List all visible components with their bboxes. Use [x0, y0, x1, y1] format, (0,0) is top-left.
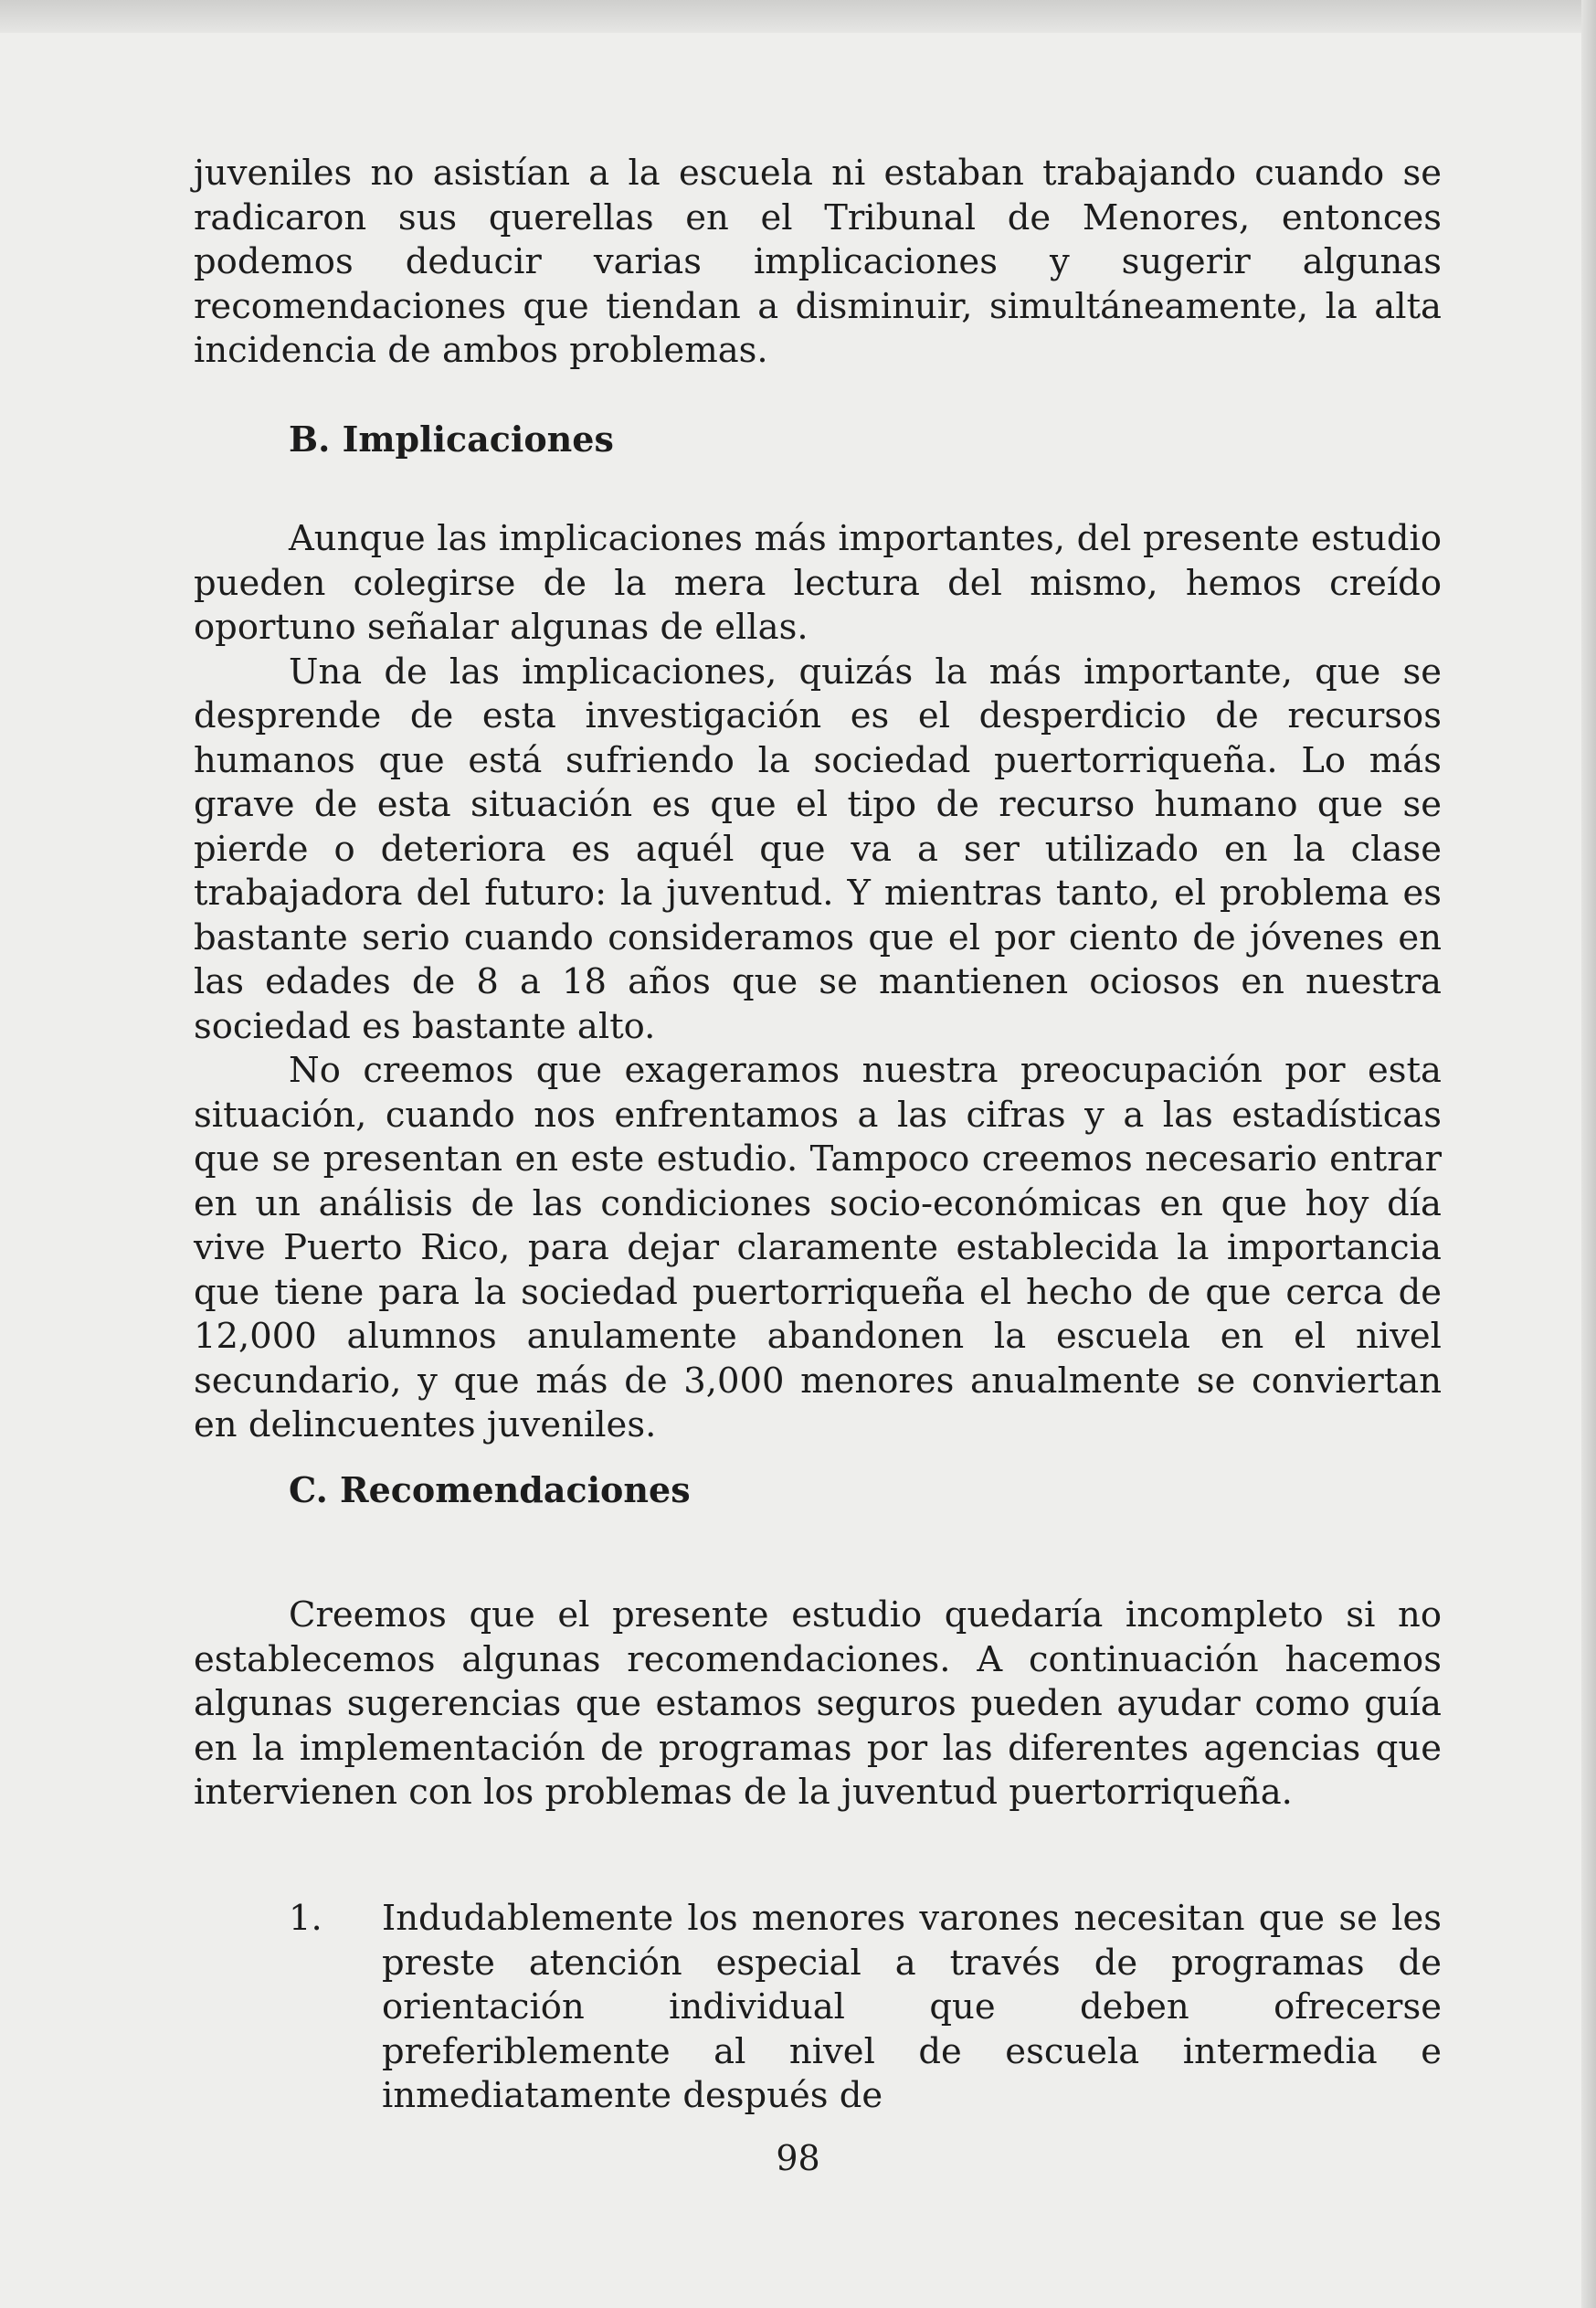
- scan-right-edge: [1581, 0, 1596, 2308]
- section-b-paragraph-2: Una de las implicaciones, quizás la más importante, que se desprende de esta investigación es el desperdicio de recursos humanos que está sufriendo la sociedad puertorriqueña. Lo más grave de esta situación es que el tipo de recurso humano que se pierde o deteriora es aquél que va a ser utilizado en la clase trabajadora del futuro: la juventud. Y mientras tanto, el problema es bastante serio cuando consideramos que el por ciento de jóvenes en las edades de 8 a 18 años que se mantienen ociosos en nuestra sociedad es bastante alto.: [194, 651, 1442, 1047]
- section-b-paragraph-3: No creemos que exageramos nuestra preocupación por esta situación, cuando nos enfrentamos a las cifras y a las estadísticas que se presentan en este estudio. Tampoco creemos necesario entrar en un análisis de las condiciones socio-económicas en que hoy día vive Puerto Rico, para dejar claramente establecida la importancia que tiene para la sociedad puertorriqueña el hecho de que cerca de 12,000 alumnos anulamente abandonen la escuela en el nivel secundario, y que más de 3,000 menores anualmente se conviertan en delincuentes juveniles.: [194, 1050, 1442, 1445]
- section-b-body: [194, 517, 1442, 1448]
- list-item-number: 1.: [289, 1898, 322, 1939]
- section-c-intro: [194, 1593, 1442, 1816]
- section-c-intro-text: Creemos que el presente estudio quedaría incompleto si no establecemos algunas recomendaciones. A continuación hacemos algunas sugerencias que estamos seguros pueden ayudar como guía en la implementación de programas por las diferentes agencias que intervienen con los problemas de la juventud puertorriqueña.: [194, 1594, 1442, 1813]
- opening-paragraph-text: juveniles no asistían a la escuela ni estaban trabajando cuando se radicaron sus querellas en el Tribunal de Menores, entonces podemos deducir varias implicaciones y sugerir algunas recomendaciones que tiendan a disminuir, simultáneamente, la alta incidencia de ambos problemas.: [194, 153, 1442, 371]
- list-item-text: Indudablemente los menores varones necesitan que se les preste atención especial a través de programas de orientación individual que deben ofrecerse preferiblemente al nivel de escuela intermedia e inmediatamente después de: [382, 1898, 1442, 2116]
- scan-top-edge: [0, 0, 1596, 33]
- section-b-heading: B. Implicaciones: [289, 418, 614, 460]
- opening-paragraph: [194, 152, 1442, 374]
- recommendation-item-1: [194, 1897, 1442, 2119]
- page-number: 98: [776, 2138, 820, 2178]
- section-c-heading: C. Recomendaciones: [289, 1469, 691, 1510]
- section-b-paragraph-1: Aunque las implicaciones más importantes, del presente estudio pueden colegirse de la mera lectura del mismo, hemos creído oportuno señalar algunas de ellas.: [194, 518, 1442, 648]
